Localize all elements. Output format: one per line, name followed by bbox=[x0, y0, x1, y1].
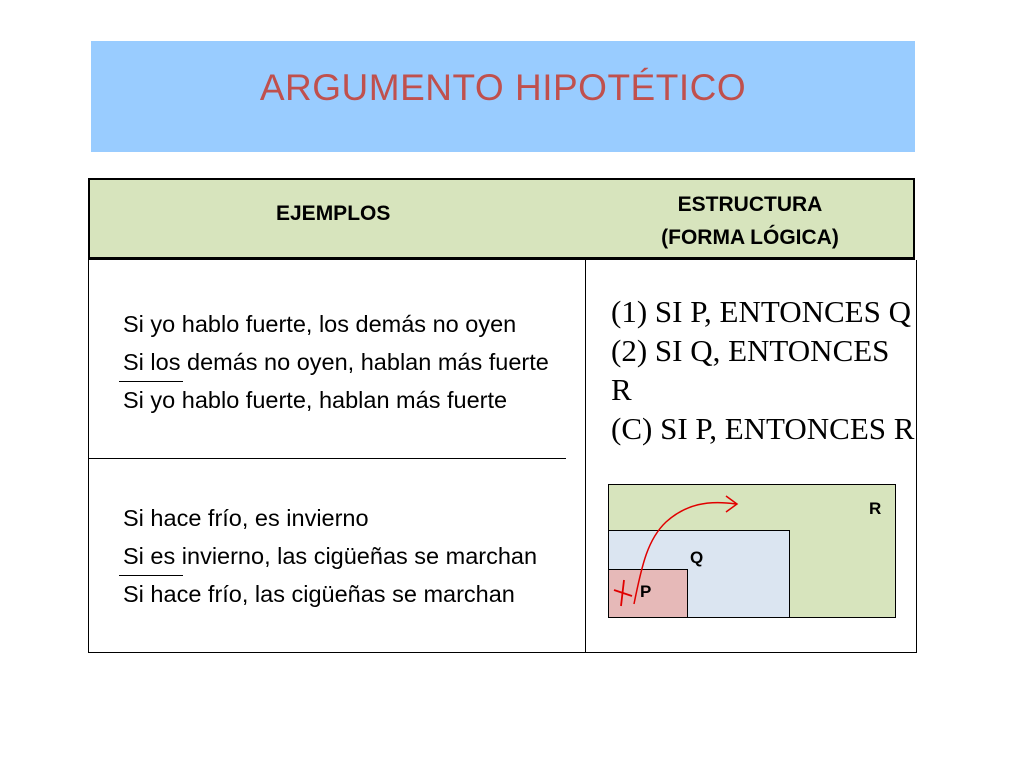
example-1-premise-2: Si los demás no oyen, hablan más fuerte bbox=[123, 349, 549, 375]
set-q-label: Q bbox=[690, 548, 704, 567]
row-divider bbox=[88, 458, 566, 459]
logical-form-conclusion: (C) SI P, ENTONCES R bbox=[611, 411, 915, 446]
example-1-conclusion: Si yo hablo fuerte, hablan más fuerte bbox=[123, 387, 508, 413]
example-2-premise-1: Si hace frío, es invierno bbox=[123, 505, 369, 531]
header-estructura-line1: ESTRUCTURA bbox=[677, 193, 823, 216]
start-cross-mark-icon bbox=[614, 580, 632, 606]
inference-arrow bbox=[608, 484, 896, 618]
header-estructura bbox=[610, 188, 890, 254]
example-2-conclusion-bar bbox=[119, 575, 183, 576]
title-banner bbox=[91, 41, 915, 152]
page-title: ARGUMENTO HIPOTÉTICO bbox=[259, 67, 747, 108]
example-1 bbox=[123, 305, 549, 419]
logical-form-line-2: (2) SI Q, ENTONCES R bbox=[611, 333, 890, 407]
header-estructura-line2: (FORMA LÓGICA) bbox=[661, 226, 839, 249]
example-1-conclusion-bar bbox=[119, 381, 183, 382]
example-2 bbox=[123, 499, 537, 613]
column-divider bbox=[585, 260, 586, 653]
table-header-row bbox=[88, 178, 915, 260]
logical-form-line-1: (1) SI P, ENTONCES Q bbox=[611, 294, 911, 329]
inference-arrow-path bbox=[634, 503, 736, 604]
header-ejemplos: EJEMPLOS bbox=[276, 202, 391, 225]
logical-form bbox=[611, 292, 917, 448]
example-1-premise-1: Si yo hablo fuerte, los demás no oyen bbox=[123, 311, 517, 337]
set-r-label: R bbox=[869, 499, 882, 518]
argument-table bbox=[88, 178, 917, 653]
set-inclusion-diagram bbox=[608, 484, 896, 618]
example-2-conclusion: Si hace frío, las cigüeñas se marchan bbox=[123, 581, 515, 607]
example-2-premise-2: Si es invierno, las cigüeñas se marchan bbox=[123, 543, 538, 569]
set-p-label: P bbox=[640, 582, 652, 601]
